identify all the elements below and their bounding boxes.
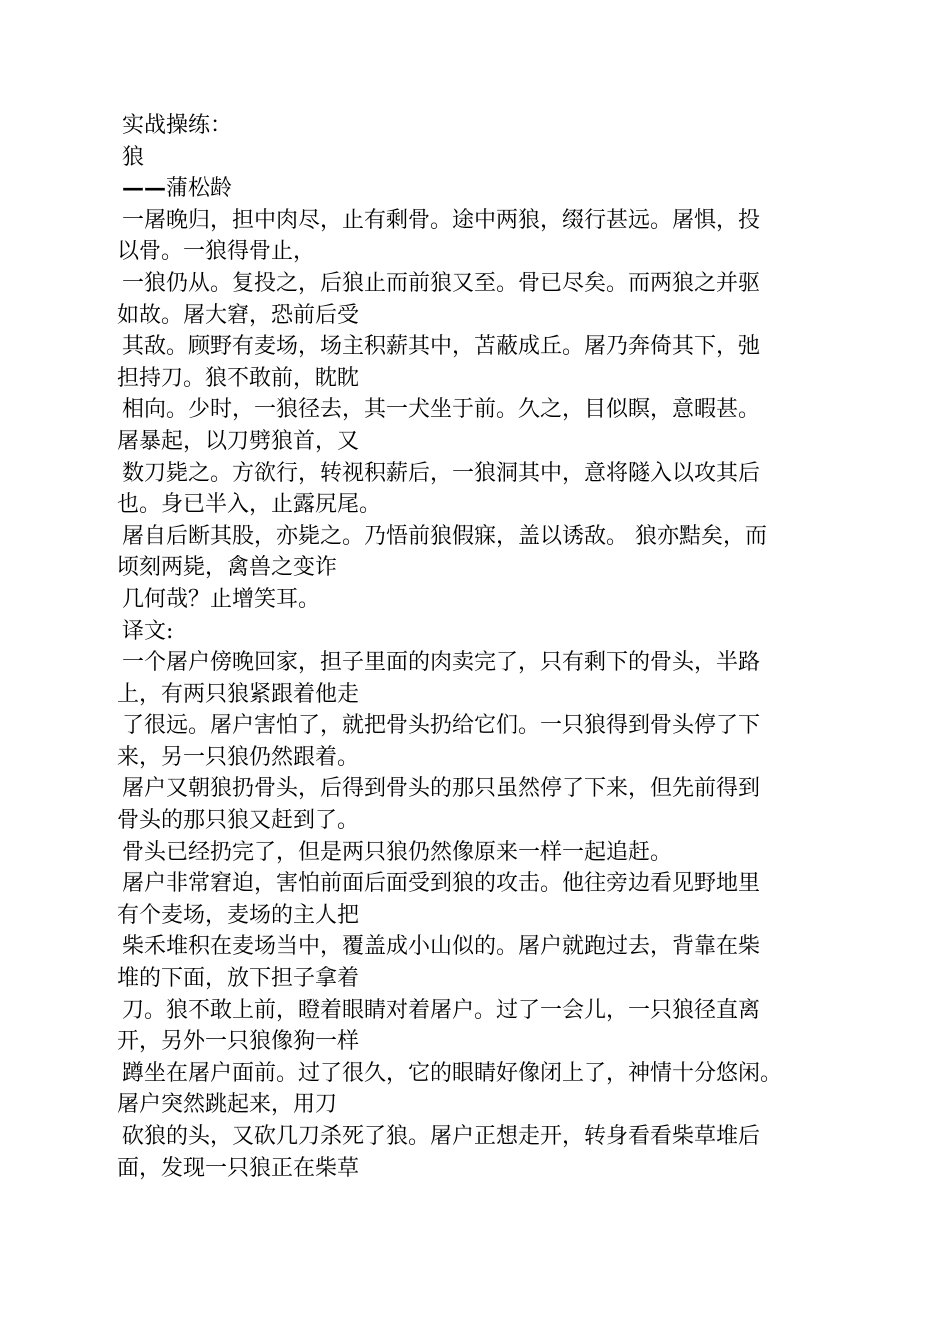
translation-line: 来，另一只狼仍然跟着。 (117, 744, 360, 770)
section-heading: 实战操练： (122, 113, 233, 138)
translation-line: 一个屠户傍晚回家，担子里面的肉卖完了，只有剩下的骨头，半路 (122, 650, 761, 676)
translation-line: 开，另外一只狼像狗一样 (117, 1029, 360, 1055)
original-line: 数刀毙之。方欲行，转视积薪后，一狼洞其中，意将隧入以攻其后 (122, 460, 761, 486)
original-line: 屠自后断其股，亦毙之。乃悟前狼假寐，盖以诱敌。 狼亦黠矣，而 (122, 523, 767, 549)
translation-line: 屠户非常窘迫，害怕前面后面受到狼的攻击。他往旁边看见野地里 (122, 871, 761, 897)
original-line: 顷刻两毙，禽兽之变诈 (117, 555, 338, 581)
original-line: 如故。屠大窘，恐前后受 (117, 302, 360, 328)
original-line: 一屠晚归，担中肉尽，止有剩骨。途中两狼，缀行甚远。屠惧，投 (122, 207, 761, 233)
original-line: 其敌。顾野有麦场，场主积薪其中，苫蔽成丘。屠乃奔倚其下，弛 (122, 334, 761, 360)
original-line: 相向。少时，一狼径去，其一犬坐于前。久之，目似瞑，意暇甚。 (122, 397, 761, 423)
translation-line: 柴禾堆积在麦场当中，覆盖成小山似的。屠户就跑过去，背靠在柴 (122, 934, 761, 960)
poem-title: 狼 (122, 144, 145, 170)
original-line: 担持刀。狼不敢前，眈眈 (117, 365, 360, 391)
author-dash: —— (122, 175, 166, 202)
translation-line: 砍狼的头，又砍几刀杀死了狼。屠户正想走开，转身看看柴草堆后 (122, 1124, 761, 1149)
translation-line: 上，有两只狼紧跟着他走 (117, 681, 360, 707)
original-line: 以骨。一狼得骨止， (117, 239, 316, 265)
translation-line: 屠户又朝狼扔骨头，后得到骨头的那只虽然停了下来，但先前得到 (122, 776, 761, 802)
translation-line: 骨头的那只狼又赶到了。 (117, 808, 360, 834)
original-line: 屠暴起，以刀劈狼首，又 (117, 428, 360, 454)
translation-line: 面，发现一只狼正在柴草 (117, 1155, 360, 1181)
translation-line: 有个麦场，麦场的主人把 (117, 902, 360, 928)
translation-line: 蹲坐在屠户面前。过了很久，它的眼睛好像闭上了，神情十分悠闲。 (122, 1060, 783, 1086)
original-line: 几何哉？止增笑耳。 (122, 586, 321, 612)
original-line: 一狼仍从。复投之，后狼止而前狼又至。骨已尽矣。而两狼之并驱 (122, 270, 761, 296)
translation-line: 刀。狼不敢上前，瞪着眼睛对着屠户。过了一会儿，一只狼径直离 (122, 997, 761, 1023)
translation-line: 骨头已经扔完了，但是两只狼仍然像原来一样一起追赶。 (122, 839, 673, 865)
document-body (117, 110, 877, 1184)
translation-line: 了很远。屠户害怕了，就把骨头扔给它们。一只狼得到骨头停了下 (122, 713, 761, 739)
author-line (117, 173, 877, 205)
translation-line: 屠户突然跳起来，用刀 (117, 1092, 338, 1118)
original-line: 也。身已半入，止露尻尾。 (117, 492, 382, 518)
translation-heading: 译文: (122, 618, 174, 644)
author-name: 蒲松龄 (166, 176, 233, 202)
translation-line: 堆的下面，放下担子拿着 (117, 966, 360, 992)
